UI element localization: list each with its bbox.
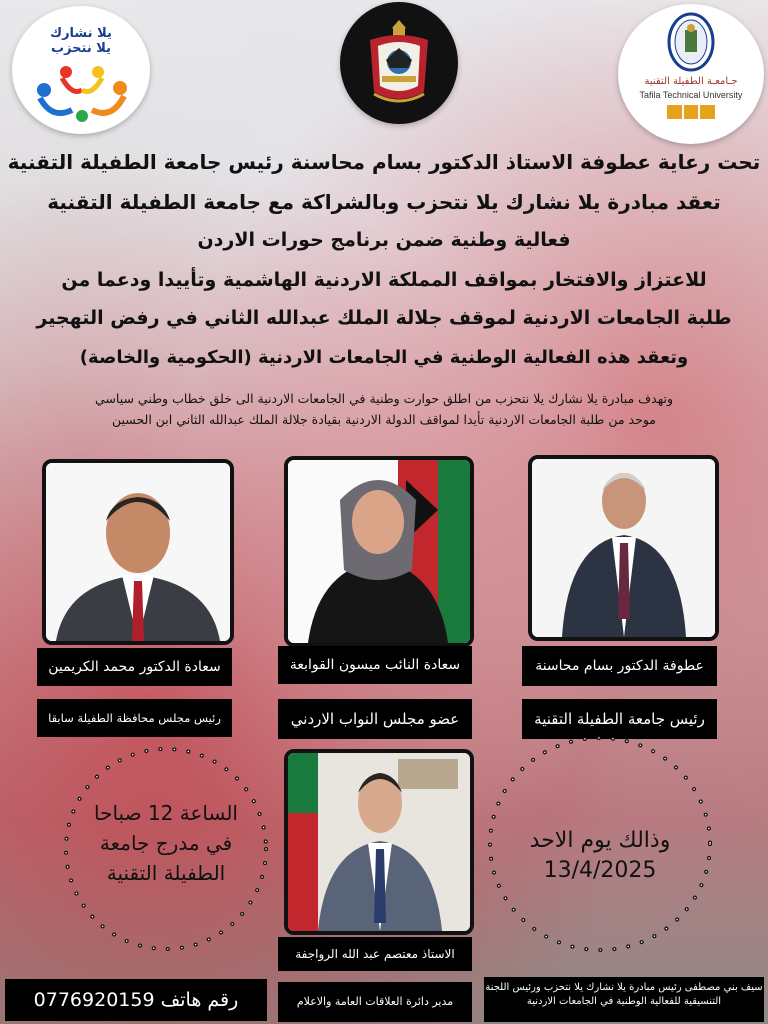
photo-qawabaa [284,456,474,647]
headline-initiative: تعقد مبادرة يلا نشارك يلا نتحزب وبالشراكة مع جامعة الطفيلة التقنية [47,190,721,214]
event-date: 13/4/2025 [543,858,657,883]
photo-karimeen [42,459,234,645]
portrait-woman-icon [288,460,470,643]
portrait-man-icon [288,753,470,931]
photo-rawajfeh [284,749,474,935]
photo-mahasneh [528,455,719,641]
name-karimeen: سعادة الدكتور محمد الكريمين [37,648,232,686]
ranking-badges [667,105,715,119]
event-time-venue [60,798,272,888]
university-name-ar: جـامعـة الطفيلة التقنية [644,76,738,87]
headline-event: فعالية وطنية ضمن برنامج حورات الاردن [197,229,571,251]
organizer-credit: سيف بني مصطفى رئيس مبادرة يلا نشارك يلا نتحزب ورئيس اللجنة التنسيقية للفعالية الوطنية في الجامعات الاردنية [484,977,764,1022]
role-mahasneh: رئيس جامعة الطفيلة التقنية [522,699,717,739]
event-day-date [487,826,713,886]
name-qawabaa: سعادة النائب ميسون القوابعة [278,646,472,684]
name-rawajfeh: الاستاذ معتصم عبد الله الرواجفة [278,937,472,971]
university-logo [618,4,764,144]
portrait-man-icon [46,463,230,641]
people-circle-icon [32,60,132,124]
initiative-logo-line2: يلا نتحزب [51,41,111,56]
initiative-logo-text [12,26,150,56]
event-day: وذالك يوم الاحد [529,828,671,853]
university-emblem-icon [666,12,716,72]
headline-support: طلبة الجامعات الاردنية لموقف جلالة الملك عبدالله الثاني في رفض التهجير [36,307,732,329]
headline-pride: للاعتزاز والافتخار بمواقف المملكة الاردنية الهاشمية وتأييدا ودعما من [61,269,707,291]
description-line-2: موحد من طلبة الجامعات الاردنية تأيدا لمواقف الدولة الاردنية بقيادة جلالة الملك عبدالله الثاني ابن الحسين [112,412,656,427]
jordan-coat-of-arms [340,2,458,124]
event-time: الساعة 12 صباحا [94,801,238,825]
role-qawabaa: عضو مجلس النواب الاردني [278,699,472,739]
coat-of-arms-icon [364,16,434,110]
role-rawajfeh: مدير دائرة العلاقات العامة والاعلام [278,982,472,1022]
event-venue-line1: في مدرج جامعة [99,831,233,855]
university-name-en: Tafila Technical University [639,90,743,100]
role-karimeen: رئيس مجلس محافظة الطفيلة سابقا [37,699,232,737]
name-mahasneh: عطوفة الدكتور بسام محاسنة [522,646,717,686]
event-venue-line2: الطفيلة التقنية [106,861,226,885]
description-line-1: وتهدف مبادرة يلا نشارك يلا نتحزب من اطلق حوارت وطنية في الجامعات الاردنية الى خلق خطاب وطني سياسي [95,391,673,406]
headline-universities: وتعقد هذه الفعالية الوطنية في الجامعات الاردنية (الحكومية والخاصة) [79,347,689,368]
headline-sponsorship: تحت رعاية عطوفة الاستاذ الدكتور بسام محاسنة رئيس جامعة الطفيلة التقنية [7,150,761,174]
initiative-logo [12,6,150,134]
initiative-logo-line1: يلا نشارك [50,26,112,41]
portrait-man-icon [532,459,715,637]
phone-number: رقم هاتف 0776920159 [5,979,267,1021]
